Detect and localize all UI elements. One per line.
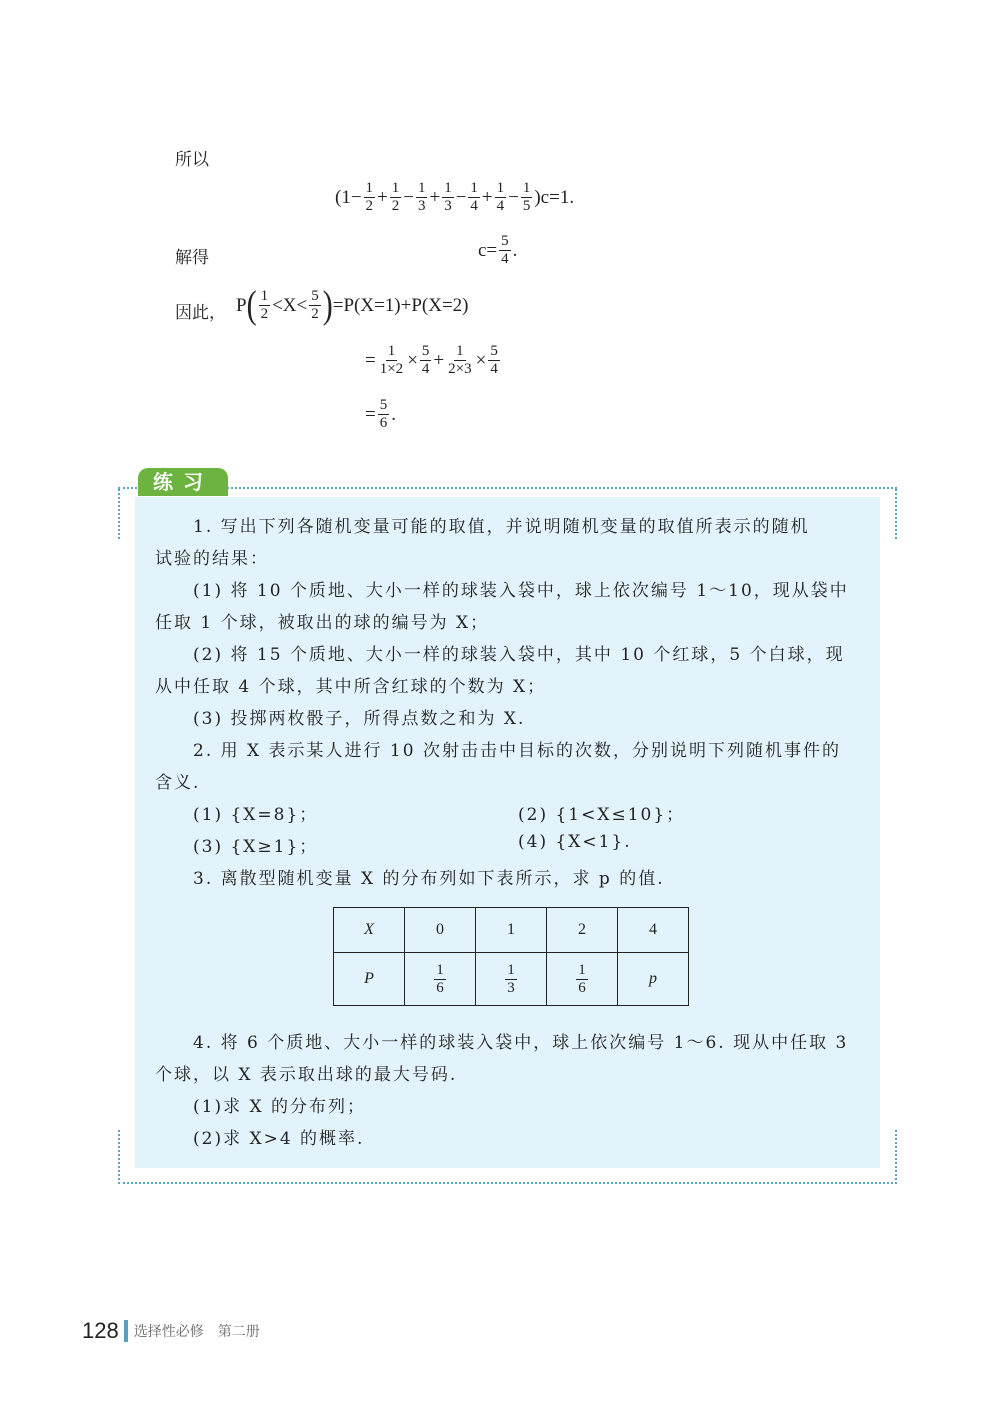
math-text: × (407, 349, 418, 371)
numerator: 5 (490, 343, 498, 359)
exercise-line: 试验的结果： (155, 549, 269, 569)
exercise-line: 从中任取 4 个球，其中所含红球的个数为 X； (155, 677, 547, 697)
fraction (446, 343, 473, 378)
fraction (576, 962, 588, 997)
equation-2 (478, 233, 517, 268)
denominator: 4 (501, 251, 509, 267)
denominator: 3 (507, 980, 515, 996)
exercise-line: 任取 1 个球，被取出的球的编号为 X； (155, 613, 490, 633)
numerator: 1 (436, 962, 444, 978)
exercise-line: (2) 将 15 个质地、大小一样的球装入袋中，其中 10 个红球，5 个白球，现 (193, 645, 845, 665)
table-cell: 2 (547, 908, 618, 953)
numerator: 1 (391, 180, 400, 196)
q2-item: (3) {X≥1}； (193, 837, 319, 857)
math-text: =P(X=1)+P(X=2) (332, 294, 469, 316)
math-text: c= (478, 239, 498, 261)
fraction (309, 288, 321, 323)
denominator: 2 (365, 198, 374, 214)
q4-line: (1)求 X 的分布列； (193, 1097, 366, 1117)
exercise-line: (3) 投掷两枚骰子，所得点数之和为 X. (193, 709, 526, 729)
border-right-bottom (895, 1130, 897, 1180)
table-cell (405, 953, 476, 1006)
numerator: 1 (456, 343, 464, 359)
math-text: − (508, 186, 519, 208)
numerator: 1 (260, 288, 269, 304)
fraction (488, 343, 500, 378)
math-text: P (236, 294, 247, 316)
table-cell (476, 953, 547, 1006)
equation-5 (365, 397, 396, 432)
denominator: 5 (522, 198, 531, 214)
text-jiede: 解得 (175, 248, 209, 268)
book-title: 选择性必修 第二册 (133, 1324, 260, 1340)
denominator: 2 (311, 306, 319, 322)
math-text: = (365, 349, 376, 371)
math-text: + (481, 186, 493, 208)
math-text: − (403, 186, 414, 208)
q2-item: (2) {1<X≤10}； (518, 805, 686, 825)
equation-1 (335, 180, 574, 215)
numerator: 5 (501, 233, 509, 249)
math-text: + (377, 186, 388, 208)
fraction (495, 180, 507, 215)
numerator: 1 (496, 180, 505, 196)
fraction (499, 233, 511, 268)
fraction (416, 180, 428, 215)
numerator: 1 (387, 343, 396, 359)
q4-line: 4. 将 6 个质地、大小一样的球装入袋中，球上依次编号 1～6. 现从中任取 3 (193, 1033, 849, 1053)
equation-3 (236, 283, 469, 327)
exercise-line: (1) 将 10 个质地、大小一样的球装入袋中，球上依次编号 1～10，现从袋中 (193, 581, 849, 601)
fraction (390, 180, 402, 215)
numerator: 1 (417, 180, 426, 196)
exercise-line: 含义. (155, 773, 201, 793)
page-number: 128 (82, 1318, 119, 1343)
table-header-x: X (334, 908, 405, 953)
denominator: 2×3 (448, 361, 472, 377)
math-text: . (391, 403, 396, 425)
denominator: 1×2 (379, 361, 404, 377)
table-header-p: P (334, 953, 405, 1006)
numerator: 1 (470, 180, 478, 196)
table-cell: p (618, 953, 689, 1006)
q2-item: (4) {X<1}. (518, 832, 632, 852)
denominator: 4 (470, 198, 478, 214)
numerator: 5 (421, 343, 430, 359)
q4-line: 个球，以 X 表示取出球的最大号码. (155, 1065, 458, 1085)
text-yinci: 因此， (175, 303, 226, 323)
table-cell: 0 (405, 908, 476, 953)
denominator: 6 (379, 415, 388, 431)
fraction (420, 343, 432, 378)
denominator: 2 (391, 198, 400, 214)
math-text: × (475, 349, 487, 371)
math-text: + (433, 349, 445, 371)
border-left-bottom (118, 1130, 120, 1180)
math-text: (1− (335, 186, 362, 208)
table-cell (547, 953, 618, 1006)
table-cell: 1 (476, 908, 547, 953)
denominator: 4 (490, 361, 498, 377)
math-text: − (455, 186, 467, 208)
math-paren: ( (246, 283, 257, 327)
q3-text: 3. 离散型随机变量 X 的分布列如下表所示，求 p 的值. (193, 869, 665, 889)
numerator: 5 (311, 288, 319, 304)
denominator: 4 (496, 198, 505, 214)
q2-item: (1) {X=8}； (193, 805, 319, 825)
numerator: 5 (379, 397, 388, 413)
table-cell: 4 (618, 908, 689, 953)
numerator: 1 (365, 180, 374, 196)
math-text: + (429, 186, 441, 208)
fraction (505, 962, 517, 997)
math-text: )c=1. (534, 186, 575, 208)
math-text: . (512, 239, 518, 261)
numerator: 1 (444, 180, 452, 196)
fraction (434, 962, 446, 997)
math-paren: ) (322, 283, 333, 327)
fraction (259, 288, 271, 323)
denominator: 4 (421, 361, 430, 377)
fraction (378, 343, 405, 378)
fraction (378, 397, 390, 432)
math-text: = (365, 403, 376, 425)
numerator: 1 (507, 962, 515, 978)
denominator: 6 (578, 980, 586, 996)
denominator: 3 (417, 198, 426, 214)
denominator: 6 (436, 980, 444, 996)
text-suoyi: 所以 (175, 150, 209, 170)
numerator: 1 (578, 962, 586, 978)
denominator: 2 (260, 306, 269, 322)
exercise-line: 2. 用 X 表示某人进行 10 次射击击中目标的次数，分别说明下列随机事件的 (193, 741, 841, 761)
denominator: 3 (444, 198, 452, 214)
fraction (468, 180, 480, 215)
footer-divider (124, 1320, 128, 1342)
fraction (364, 180, 376, 215)
distribution-table (333, 907, 689, 1006)
equation-4 (365, 343, 502, 378)
fraction (521, 180, 533, 215)
exercise-line: 1. 写出下列各随机变量可能的取值，并说明随机变量的取值所表示的随机 (193, 517, 810, 537)
numerator: 1 (522, 180, 531, 196)
math-text: <X< (272, 294, 308, 316)
page-footer (82, 1318, 260, 1344)
q4-line: (2)求 X>4 的概率. (193, 1129, 365, 1149)
fraction (442, 180, 454, 215)
exercise-tab: 练习 (138, 468, 228, 496)
